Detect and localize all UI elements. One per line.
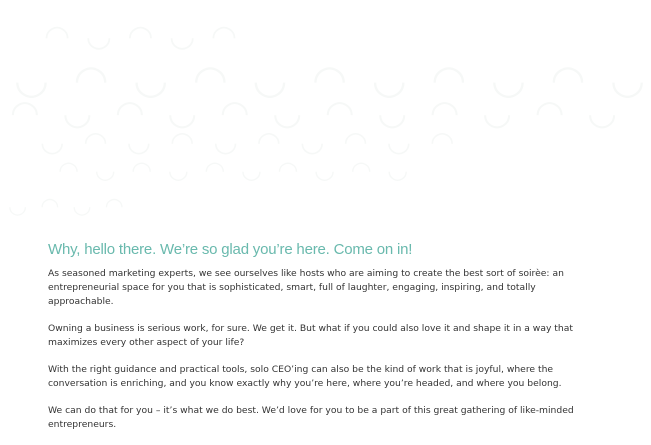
hero-watermark-glyphs: ◠ ◡ ◠ ◡ ◠ ◡ ◠ ◡ ◠ ◡ <box>58 156 413 184</box>
welcome-paragraph: Owning a business is serious work, for sure. We get it. But what if you could also love it and shape it in a way that maximizes every other aspect of your life? <box>48 323 573 348</box>
welcome-paragraph: With the right guidance and practical tools, solo CEO’ing can also be the kind of work that is joyful, where the conversation is enriching, and you know exactly why you’re here, where you’re headed, and where you belong. <box>48 364 562 389</box>
welcome-paragraph: As seasoned marketing experts, we see ourselves like hosts who are aiming to create the best sort of soirèe: an entrepreneurial space for you that is sophisticated, smart, full of laughter, engaging, inspiring, and totally approachable. <box>48 268 564 307</box>
hero-watermark-glyphs: ◠ ◡ ◠ ◡ ◠ <box>44 19 241 54</box>
hero-watermark-glyphs: ◡ ◠ ◡ ◠ ◡ ◠ ◡ ◠ ◡ ◠ ◡ <box>14 57 651 103</box>
hero-watermark-glyphs: ◠ ◡ ◠ ◡ ◠ ◡ ◠ ◡ ◠ ◡ ◠ ◡ <box>10 93 623 133</box>
welcome-section <box>48 241 588 445</box>
hero-watermark-glyphs: ◡ ◠ ◡ ◠ ◡ ◠ ◡ ◠ ◡ ◠ <box>40 125 460 158</box>
welcome-paragraph: We can do that for you – it’s what we do best. We’d love for you to be a part of this great gathering of like-minded entrepreneurs. <box>48 405 574 430</box>
welcome-heading: Why, hello there. We’re so glad you’re here. Come on in! <box>48 241 413 258</box>
hero-watermark-glyphs: ◡ ◠ ◡ ◠ <box>8 194 127 219</box>
